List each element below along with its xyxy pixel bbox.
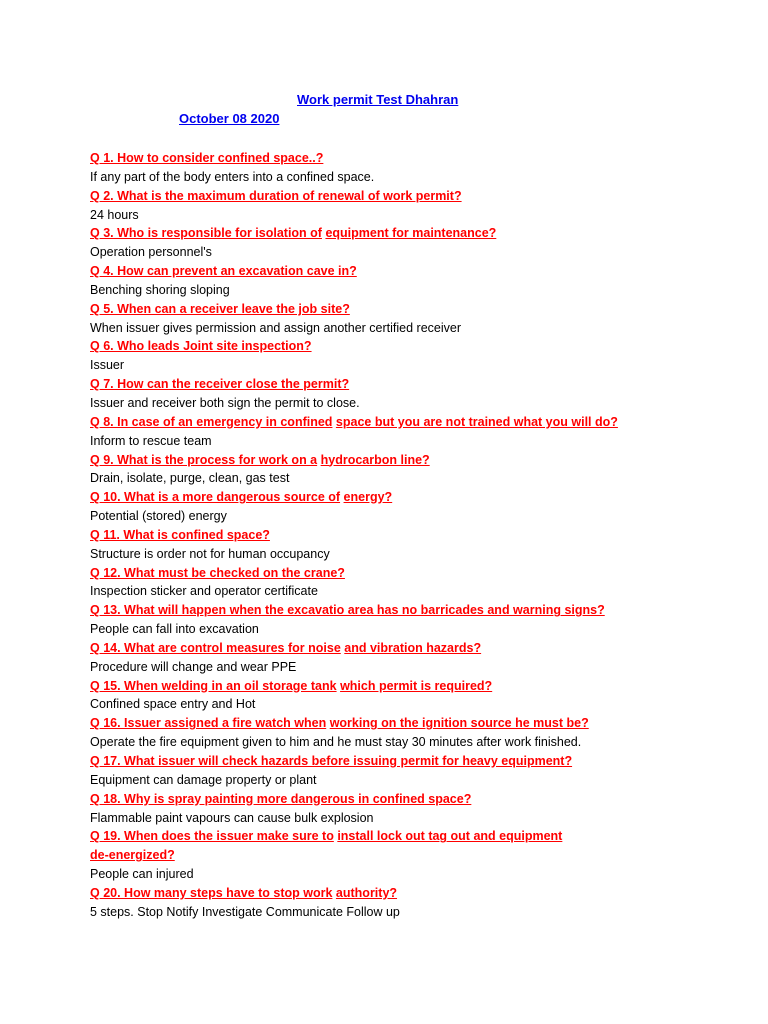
question-17	[90, 752, 710, 771]
question-text-segment: authority?	[335, 885, 398, 900]
question-text-segment: energy?	[343, 490, 393, 505]
answer-9: Drain, isolate, purge, clean, gas test	[90, 471, 290, 486]
question-10	[90, 488, 710, 507]
question-6	[90, 337, 710, 356]
question-text-segment: Q 19. When does the issuer make sure to	[90, 829, 334, 844]
question-8	[90, 413, 710, 432]
question-text-segment: Q 17. What issuer will check hazards before issuing permit for heavy equipment?	[90, 754, 573, 768]
question-19-continued	[90, 846, 710, 865]
answer-7: Issuer and receiver both sign the permit to close.	[90, 395, 360, 410]
answer-6: Issuer	[90, 358, 125, 373]
question-text-segment: working on the ignition source he must be?	[329, 716, 589, 731]
question-text-segment: Q 2. What is the maximum duration of renewal of work permit?	[90, 188, 462, 203]
question-text-segment: which permit is required?	[340, 678, 493, 693]
answer-10: Potential (stored) energy	[90, 509, 227, 524]
answer-18: Flammable paint vapours can cause bulk explosion	[90, 810, 374, 825]
answer-11: Structure is order not for human occupancy	[90, 546, 330, 561]
question-text-segment: install lock out tag out and equipment	[337, 829, 563, 844]
document-date: October 08 2020	[179, 111, 280, 126]
question-text-segment: space but you are not trained what you will do?	[335, 414, 618, 429]
answer-17: Equipment can damage property or plant	[90, 772, 317, 787]
question-18	[90, 790, 710, 809]
document-title: Work permit Test Dhahran	[297, 92, 459, 107]
question-4	[90, 262, 710, 281]
answer-1: If any part of the body enters into a confined space.	[90, 169, 375, 184]
answer-20: 5 steps. Stop Notify Investigate Communicate Follow up	[90, 904, 400, 919]
question-16	[90, 714, 710, 733]
question-text-segment: equipment for maintenance?	[325, 226, 497, 241]
answer-19: People can injured	[90, 867, 194, 882]
question-14	[90, 639, 710, 658]
question-text-segment: hydrocarbon line?	[320, 452, 430, 467]
answer-16: Operate the fire equipment given to him and he must stay 30 minutes after work finished.	[90, 735, 582, 750]
question-13	[90, 601, 710, 620]
question-2	[90, 187, 710, 206]
answer-12: Inspection sticker and operator certificate	[90, 584, 318, 599]
question-text-segment: de-energized?	[90, 848, 175, 863]
question-text-segment: Q 6. Who leads Joint site inspection?	[90, 339, 312, 354]
answer-15: Confined space entry and Hot	[90, 697, 256, 712]
question-text-segment: Q 12. What must be checked on the crane?	[90, 565, 345, 580]
question-text-segment: Q 10. What is a more dangerous source of	[90, 490, 341, 505]
question-text-segment: Q 11. What is confined space?	[90, 527, 270, 542]
question-text-segment: Q 20. How many steps have to stop work	[90, 885, 333, 900]
question-15	[90, 677, 710, 696]
question-text-segment: Q 15. When welding in an oil storage tank	[90, 678, 337, 693]
question-12	[90, 564, 710, 583]
question-text-segment: Q 1. How to consider confined space..?	[90, 151, 324, 165]
question-text-segment: Q 14. What are control measures for noise	[90, 640, 341, 655]
question-3	[90, 224, 710, 243]
answer-3: Operation personnel's	[90, 245, 212, 260]
answer-4: Benching shoring sloping	[90, 282, 230, 297]
question-5	[90, 300, 710, 319]
answer-5: When issuer gives permission and assign another certified receiver	[90, 320, 462, 335]
question-text-segment: Q 4. How can prevent an excavation cave in?	[90, 264, 357, 279]
question-text-segment: Q 8. In case of an emergency in confined	[90, 414, 333, 429]
answer-2: 24 hours	[90, 207, 139, 222]
question-7	[90, 375, 710, 394]
qa-list	[90, 149, 710, 922]
question-text-segment: Q 3. Who is responsible for isolation of	[90, 226, 322, 241]
question-text-segment: Q 13. What will happen when the excavatio area has no barricades and warning signs?	[90, 603, 605, 618]
question-text-segment: Q 7. How can the receiver close the permit?	[90, 377, 350, 392]
question-20	[90, 884, 710, 903]
question-1	[90, 149, 710, 168]
answer-13: People can fall into excavation	[90, 622, 259, 637]
question-9	[90, 451, 710, 470]
question-text-segment: Q 5. When can a receiver leave the job site?	[90, 301, 350, 316]
question-text-segment: Q 16. Issuer assigned a fire watch when	[90, 716, 327, 731]
question-text-segment: Q 9. What is the process for work on a	[90, 452, 318, 467]
question-11	[90, 526, 710, 545]
question-19	[90, 827, 710, 846]
answer-14: Procedure will change and wear PPE	[90, 659, 297, 674]
question-text-segment: Q 18. Why is spray painting more dangerous in confined space?	[90, 791, 472, 806]
question-text-segment: and vibration hazards?	[344, 640, 482, 655]
answer-8: Inform to rescue team	[90, 433, 212, 448]
